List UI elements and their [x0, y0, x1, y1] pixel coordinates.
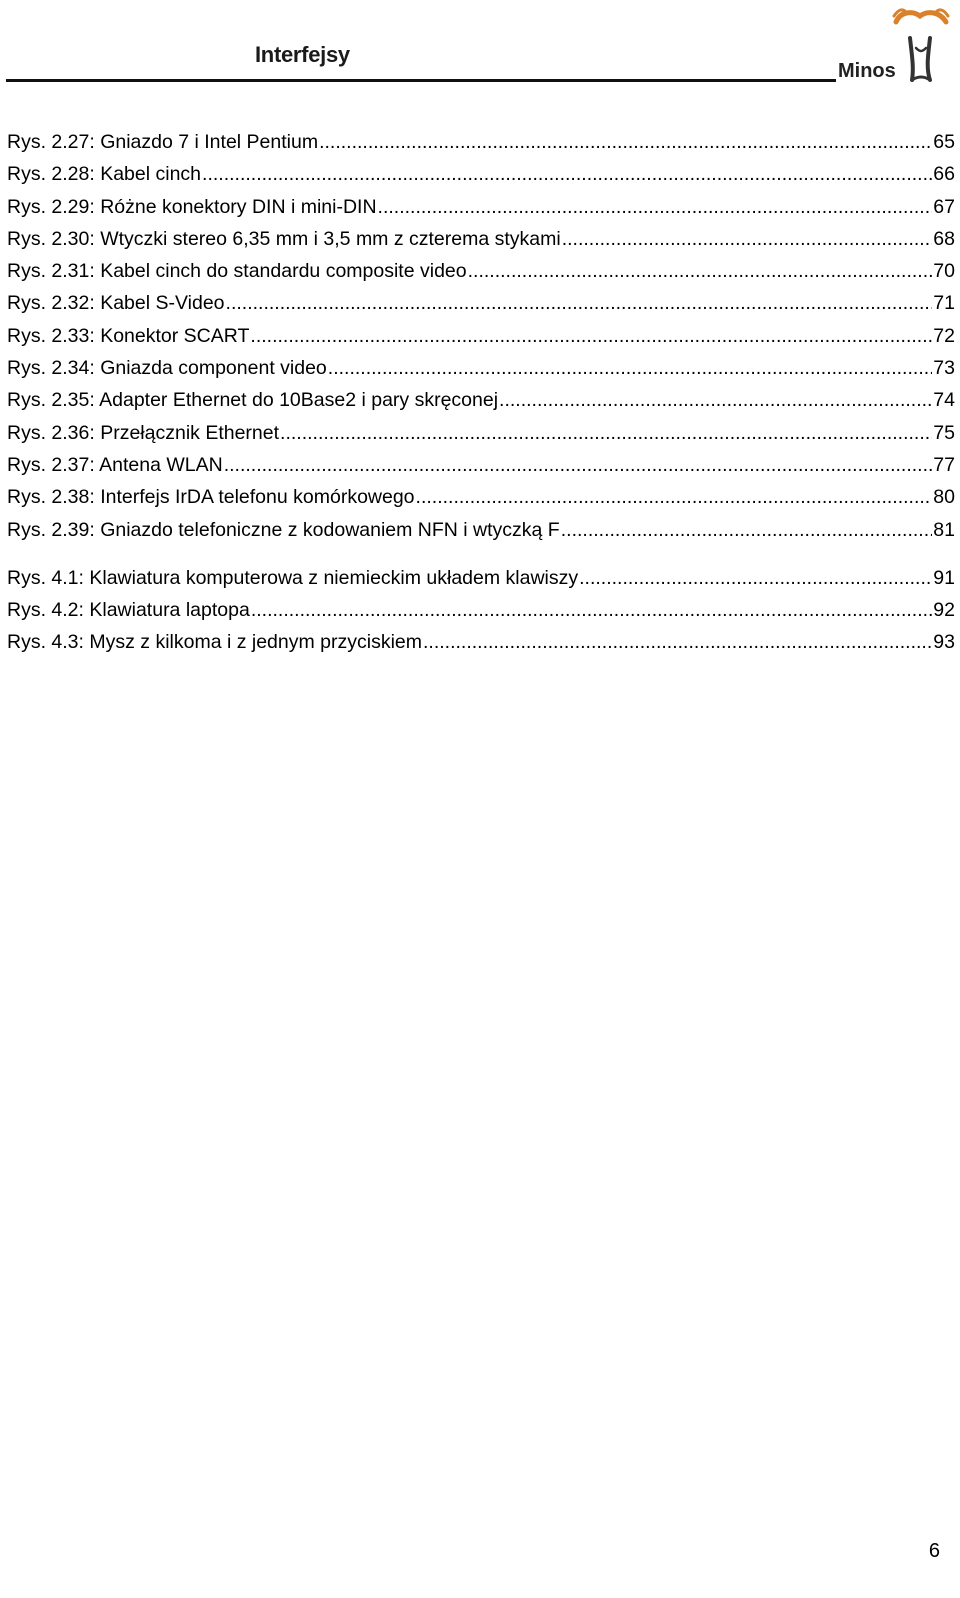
toc-leader-dots	[280, 417, 932, 449]
toc-entry[interactable]	[7, 594, 955, 626]
toc-entry-page: 91	[933, 566, 955, 589]
toc-entry-page: 71	[933, 292, 955, 315]
toc-entry-page: 70	[933, 260, 955, 283]
toc-entry-page: 81	[933, 518, 955, 541]
toc-entry-page: 68	[933, 227, 955, 250]
toc-entry-label: Rys. 2.30: Wtyczki stereo 6,35 mm i 3,5 mm z czterema stykami	[7, 227, 561, 250]
minos-bull-icon	[890, 8, 952, 86]
toc-entry-page: 67	[933, 195, 955, 218]
toc-entry-label: Rys. 2.35: Adapter Ethernet do 10Base2 i pary skręconej	[7, 389, 499, 412]
toc-entry[interactable]	[7, 514, 955, 546]
toc-entry[interactable]	[7, 158, 955, 190]
header-divider	[6, 79, 836, 82]
toc-leader-dots	[562, 223, 933, 255]
toc-entry[interactable]	[7, 191, 955, 223]
toc-entry-label: Rys. 4.1: Klawiatura komputerowa z niemieckim układem klawiszy	[7, 566, 579, 589]
toc-leader-dots	[319, 126, 932, 158]
toc-entry-page: 75	[933, 421, 955, 444]
toc-leader-dots	[378, 191, 933, 223]
toc-entry-label: Rys. 2.39: Gniazdo telefoniczne z kodowaniem NFN i wtyczką F	[7, 518, 560, 541]
toc-entry-label: Rys. 2.32: Kabel S-Video	[7, 292, 225, 315]
toc-leader-dots	[226, 287, 933, 319]
toc-entry-label: Rys. 2.36: Przełącznik Ethernet	[7, 421, 280, 444]
toc-entry-page: 74	[933, 389, 955, 412]
toc-entry-page: 93	[933, 631, 955, 654]
toc-leader-dots	[328, 352, 933, 384]
toc-entry-label: Rys. 2.29: Różne konektory DIN i mini-DIN	[7, 195, 377, 218]
toc-entry-label: Rys. 2.33: Konektor SCART	[7, 324, 250, 347]
toc-leader-dots	[202, 158, 932, 190]
toc-entry-label: Rys. 2.28: Kabel cinch	[7, 163, 202, 186]
toc-entry[interactable]	[7, 126, 955, 158]
toc-entry[interactable]	[7, 287, 955, 319]
page-header-title: Interfejsy	[255, 42, 350, 67]
page-number: 6	[928, 1540, 940, 1562]
toc-entry[interactable]	[7, 352, 955, 384]
toc-entry[interactable]	[7, 562, 955, 594]
toc-entry-label: Rys. 4.3: Mysz z kilkoma i z jednym przyciskiem	[7, 631, 422, 654]
toc-entry-page: 65	[933, 131, 955, 153]
toc-leader-dots	[224, 449, 933, 481]
toc-entry[interactable]	[7, 449, 955, 481]
toc-entry-label: Rys. 2.34: Gniazda component video	[7, 357, 327, 380]
toc-entry[interactable]	[7, 320, 955, 352]
toc-entry[interactable]	[7, 255, 955, 287]
toc-entry[interactable]	[7, 384, 955, 416]
toc-group-chapter-4	[7, 562, 955, 659]
toc-leader-dots	[416, 481, 933, 513]
minos-logo	[838, 8, 954, 88]
toc-entry-page: 92	[933, 599, 955, 622]
toc-entry[interactable]	[7, 223, 955, 255]
toc-entry-label: Rys. 2.37: Antena WLAN	[7, 453, 223, 476]
toc-entry[interactable]	[7, 626, 955, 658]
toc-leader-dots	[251, 594, 932, 626]
toc-entry-label: Rys. 2.31: Kabel cinch do standardu composite video	[7, 260, 467, 283]
toc-leader-dots	[499, 384, 932, 416]
toc-leader-dots	[561, 514, 933, 546]
toc-entry-page: 66	[933, 163, 955, 186]
toc-entry-label: Rys. 2.27: Gniazdo 7 i Intel Pentium	[7, 131, 319, 153]
list-of-figures	[7, 126, 955, 659]
toc-entry-page: 80	[933, 486, 955, 509]
toc-leader-dots	[423, 626, 932, 658]
toc-leader-dots	[468, 255, 933, 287]
toc-entry-label: Rys. 4.2: Klawiatura laptopa	[7, 599, 250, 622]
toc-leader-dots	[579, 562, 932, 594]
toc-entry-page: 77	[933, 453, 955, 476]
toc-entry-page: 72	[933, 324, 955, 347]
logo-text: Minos	[838, 60, 896, 82]
toc-group-chapter-2	[7, 126, 955, 546]
toc-entry-label: Rys. 2.38: Interfejs IrDA telefonu komórkowego	[7, 486, 415, 509]
toc-entry[interactable]	[7, 481, 955, 513]
toc-entry-page: 73	[933, 357, 955, 380]
toc-entry[interactable]	[7, 417, 955, 449]
toc-leader-dots	[250, 320, 932, 352]
